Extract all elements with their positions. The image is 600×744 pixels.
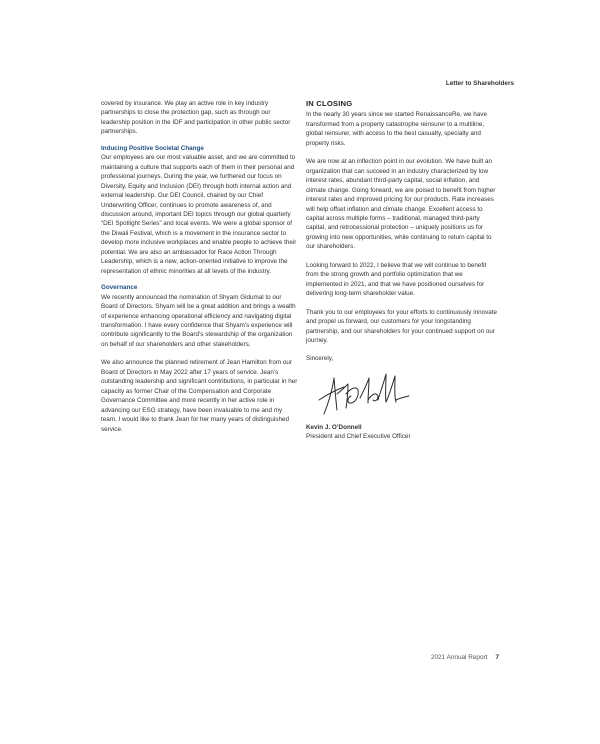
closing-paragraph-3: Looking forward to 2022, I believe that we will continue to benefit from the strong growth and portfolio optimization that we implemented in 2021, and that we have positioned ourselves for delivering long-term shareholder value.	[306, 261, 487, 298]
societal-paragraph: Our employees are our most valuable asset, and we are committed to maintaining a culture that supports each of them in their personal and professional journeys. During the year, we furthered our focus on Diversity, Equity and Inclusion (DEI) through both internal action and external leadership. Our DEI Council, chaired by our Chief Underwriting Officer, continues to promote awareness of, and discussion around, important DEI topics through our global quarterly “DEI Spotlight Series” and local events. We were a global sponsor of the Diwali Festival, which is a movement in the insurance sector to develop more inclusive workplaces and enable people to achieve their potential. We are also an ambassador for Race Action Through Leadership, which is a new, action-oriented initiative to improve the representation of ethnic minorities at all levels of the industry.	[101, 154, 297, 275]
signer-name: Kevin J. O’Donnell	[306, 423, 362, 431]
signer-title: President and Chief Executive Officer	[306, 433, 411, 441]
report-label: 2021 Annual Report	[430, 654, 488, 661]
page-footer	[431, 654, 499, 661]
intro-paragraph: covered by insurance. We play an active role in key industry partnerships to close the protection gap, such as through our leadership position in the IDF and participation in other public sector partnerships.	[101, 100, 291, 136]
sign-off: Sincerely,	[306, 355, 334, 363]
section-title: Letter to Shareholders	[445, 80, 514, 87]
governance-paragraph: We recently announced the nomination of Shyam Gidumal to our Board of Directors. Shyam will be a great addition and brings a wealth of experience enhancing operational efficiency and navigating digital transformation. I have every confidence that Shyam’s experience will contribute significantly to the Board’s stewardship of the organization on behalf of our shareholders and other stakeholders.	[101, 293, 296, 348]
right-column	[306, 99, 500, 442]
closing-heading: IN CLOSING	[306, 99, 353, 108]
page-header	[446, 80, 514, 87]
societal-heading: Inducing Positive Societal Change	[101, 144, 204, 152]
closing-paragraph-2: We are now at an inflection point in our evolution. We have built an organization that can succeed in an industry characterized by low interest rates, abundant third-party capital, social inflation, and climate change. Going forward, we are poised to benefit from higher interest rates and improved pricing for our products. Rate increases will help offset inflation and climate change. Excellent access to capital across multiple forms – traditional, managed third-party capital, and retrocessional protection – uniquely positions us for growing into new opportunities, while continuing to return capital to our shareholders.	[306, 158, 496, 251]
page-number: 7	[495, 654, 499, 661]
governance-heading: Governance	[101, 284, 138, 292]
retirement-paragraph: We also announce the planned retirement of Jean Hamilton from our Board of Directors in May 2022 after 17 years of service. Jean’s outstanding leadership and significant contributions, in particular in her capacity as former Chair of the Compensation and Corporate Governance Committee and more recently in her active role in advancing our ESG strategy, have been invaluable to me and my team. I would like to thank Jean for her many years of distinguished service.	[101, 359, 298, 433]
closing-paragraph-4: Thank you to our employees for your efforts to continuously innovate and propel us forward, our customers for your longstanding partnership, and our shareholders for your continued support on our journey.	[306, 308, 497, 344]
signature-image	[314, 370, 414, 418]
left-column	[101, 99, 299, 434]
closing-paragraph-1: In the nearly 30 years since we started RenaissanceRe, we have transformed from a property catastrophe reinsurer to a multiline, global reinsurer, with access to the best casualty, specialty and property risks.	[306, 111, 487, 147]
